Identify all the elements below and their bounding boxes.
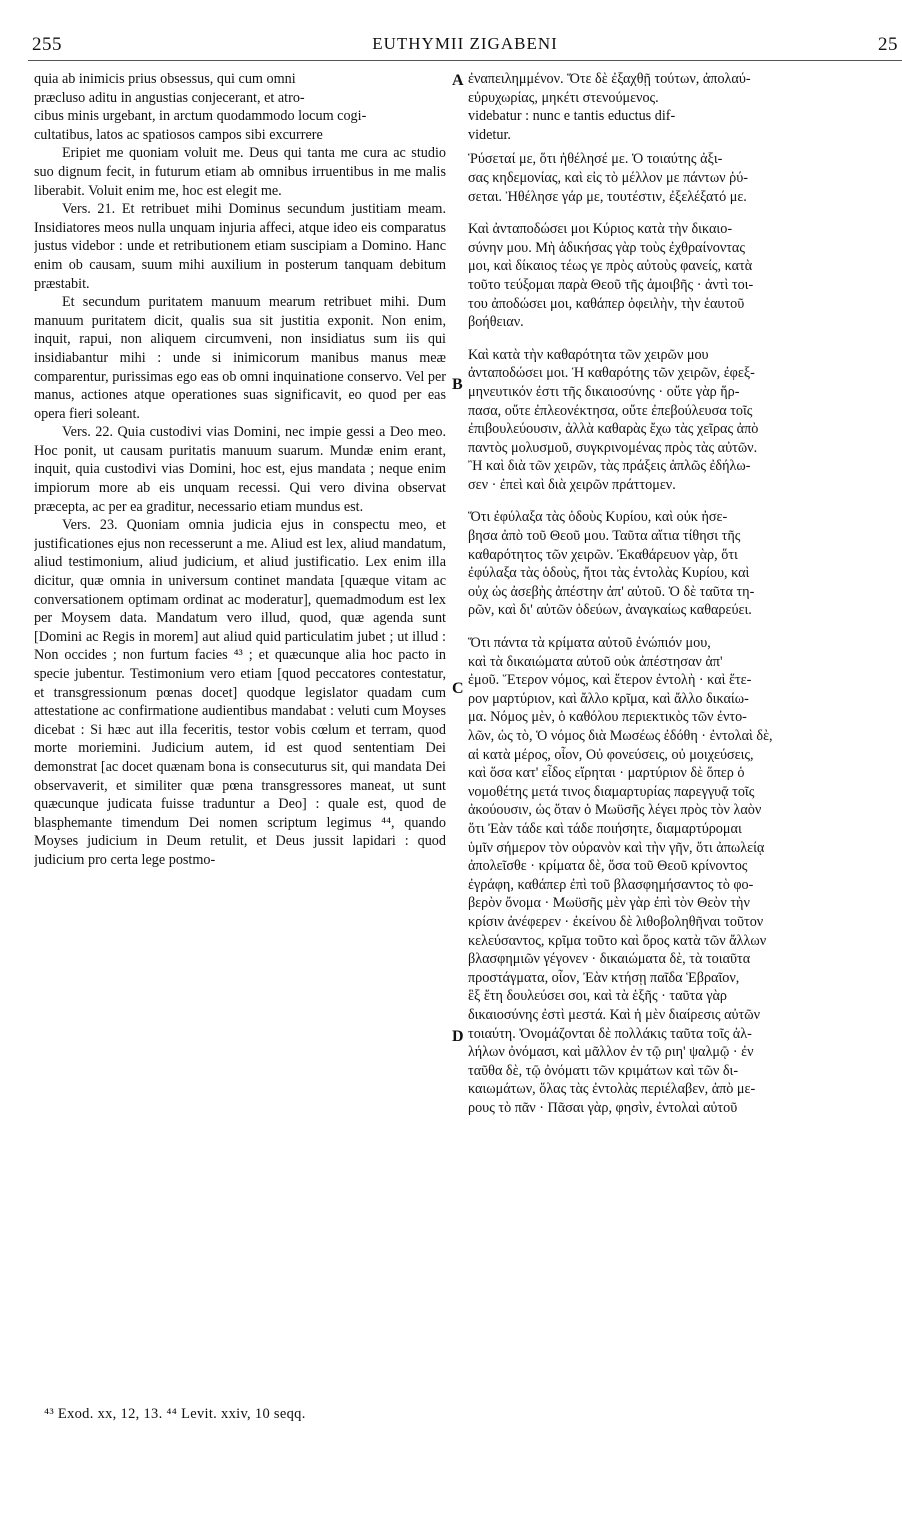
latin-paragraph: Eripiet me quoniam voluit me. Deus qui tanta me cura ac studio suo dignum fecit, in futurum etiam ab omnibus irruentibus in me malis liberabit. Voluit enim me, hoc est elegit me. <box>34 145 446 199</box>
greek-line: σύνην μου. Μὴ ἀδικήσας γὰρ τοὺς ἐχθραίνοντας <box>468 239 745 256</box>
running-header <box>32 34 898 60</box>
greek-line: ὅτι Ἐὰν τάδε καὶ τάδε ποιήσητε, διαμαρτύρομαι <box>468 820 742 837</box>
greek-line: σεται. Ἠθέλησε γάρ με, τουτέστιν, ἐξελέξατό με. <box>468 188 747 205</box>
section-marker-c: C <box>452 680 464 697</box>
greek-line: κελεύσαντος, κρῖμα τοῦτο καὶ ὅρος κατὰ τῶν ἄλλων <box>468 932 767 949</box>
greek-line: ἀπολεῖσθε · κρίματα δὲ, ὅσα τοῦ Θεοῦ κρίνοντος <box>468 858 748 875</box>
greek-line: αἱ κατὰ μέρος, οἷον, Οὐ φονεύσεις, οὐ μοιχεύσεις, <box>468 746 754 763</box>
greek-line: σας κηδεμονίας, καὶ εἰς τὸ μέλλον με πάντων ῥύ- <box>468 169 748 186</box>
greek-line: παντὸς μολυσμοῦ, συγκρινομένας πρὸς τὰς αὐτῶν. <box>468 439 758 456</box>
greek-line: ρῶν, καὶ δι' αὐτῶν ὁδεύων, ἀναγκαίως καθαρεύει. <box>468 602 752 619</box>
header-rule <box>28 60 902 61</box>
greek-line: καθαρότητος τῶν χειρῶν. Ἐκαθάρευον γὰρ, ὅτι <box>468 546 738 563</box>
greek-paragraph <box>468 150 902 206</box>
page-number-left: 255 <box>32 34 62 55</box>
section-marker-d: D <box>452 1028 464 1045</box>
greek-line: καιωμάτων, ὅλας τὰς ἐντολὰς περιέλαβεν, ἀπὸ με- <box>468 1081 756 1098</box>
greek-paragraph <box>468 508 902 620</box>
greek-body <box>468 144 902 1117</box>
latin-paragraph: Et secundum puritatem manuum mearum retribuet mihi. Dum manuum puritatem dicit, qualis sua sit justitia exponit. Non enim, inquit, rapui, non aliquem circumveni, non insidiatus sum iis qui insidiabantur mihi : unde si inimicorum manibus manus meæ comparentur, purissimas ego eas ob omni inquinatione conservo. Vel per manus, actiones atque operationes suas significavit, eo quod per eas opera fieri soleant. <box>34 294 446 422</box>
greek-line: πασα, οὔτε ἐπλεονέκτησα, οὔτε ἐπεβούλευσα τοῖς <box>468 402 753 419</box>
greek-line: λήλων ὀνόμασι, καὶ μᾶλλον ἐν τῷ ριη' ψαλμῷ · ἐν <box>468 1044 754 1061</box>
greek-line: κρίσιν ἀνέφερεν · ἐκείνου δὲ λιθοβοληθῆναι τοῦτον <box>468 913 764 930</box>
latin-line: quia ab inimicis prius obsessus, qui cum omni <box>34 71 296 87</box>
latin-paragraph: Vers. 21. Et retribuet mihi Dominus secundum justitiam meam. Insidiatores meos nulla unquam injuria affeci, atque ideo eis comparatus justus videbor : unde et retributionem etiam suscipiam a Domino. Hanc enim ob causam, suum mihi auxilium in posterum tanquam debitum præstabit. <box>34 201 446 292</box>
greek-line: βλασφημιῶν γέγονεν · δικαιώματα δὲ, τὰ τοιαῦτα <box>468 951 751 968</box>
greek-line: ἐμοῦ. Ἕτερον νόμος, καὶ ἕτερον ἐντολὴ · καὶ ἕτε- <box>468 672 752 689</box>
greek-line: λῶν, ὡς τὸ, Ὁ νόμος διὰ Μωσέως ἐδόθη · ἐντολαὶ δὲ, <box>468 728 773 744</box>
latin-line: cibus minis urgebant, in arctum quodammodo locum cogi- <box>34 108 367 125</box>
greek-line: ταῦθα δὲ, τῷ ὀνόματι τῶν κριμάτων καὶ τῶν δι- <box>468 1062 739 1079</box>
greek-line: Ὅτι πάντα τὰ κρίματα αὐτοῦ ἐνώπιόν μου, <box>468 635 711 652</box>
greek-paragraph <box>468 220 902 332</box>
section-marker-a: A <box>452 72 464 89</box>
greek-line: ρους τὸ πᾶν · Πᾶσαι γὰρ, φησὶν, ἐντολαὶ αὐτοῦ <box>468 1099 738 1116</box>
section-marker-b: B <box>452 376 463 393</box>
greek-line: σεν · ἐπεὶ καὶ διὰ χειρῶν πράττομεν. <box>468 476 676 493</box>
footnote: ⁴³ Exod. xx, 12, 13. ⁴⁴ Levit. xxiv, 10 seqq. <box>44 1406 306 1422</box>
greek-line: videbatur : nunc e tantis eductus dif- <box>468 108 676 125</box>
greek-line: εὐρυχωρίας, μηκέτι στενούμενος. <box>468 89 659 106</box>
greek-line: ὑμῖν σήμερον τὸν οὐρανὸν καὶ τὴν γῆν, ὅτι ἀπωλείᾳ <box>468 839 765 856</box>
greek-paragraph <box>468 634 902 1117</box>
greek-line: μηνευτικόν ἐστι τῆς δικαιοσύνης · οὔτε γὰρ ἥρ- <box>468 383 740 400</box>
greek-line: ρον μαρτύριον, καὶ ἄλλο κρῖμα, καὶ ἄλλο δικαίω- <box>468 690 749 707</box>
greek-line: νομοθέτης μετά τινος διαμαρτυρίας παρεγγυᾷ τοῖς <box>468 783 755 800</box>
greek-line: Καὶ ἀνταποδώσει μοι Κύριος κατὰ τὴν δικαιο- <box>468 221 733 238</box>
greek-line: ἀκούουσιν, ὡς ὅταν ὁ Μωϋσῆς λέγει πρὸς τὸν λαὸν <box>468 802 762 819</box>
greek-line: Ἢ καὶ διὰ τῶν χειρῶν, τὰς πράξεις ἁπλῶς ἐδήλω- <box>468 458 751 475</box>
greek-line: δικαιοσύνης ἐστὶ μεστά. Καὶ ἡ μὲν διαίρεσις αὐτῶν <box>468 1006 760 1023</box>
greek-line: βερὸν ὄνομα · Μωϋσῆς μὲν γὰρ ἐπὶ τὸν Θεὸν τὴν <box>468 895 750 912</box>
greek-line: οὐχ ὡς ἀσεβὴς ἀπέστην ἀπ' αὐτοῦ. Ὁ δὲ ταῦτα τη- <box>468 583 755 600</box>
greek-line: καὶ ὅσα κατ' εἶδος εἴρηται · μαρτύριον δὲ ὅπερ ὁ <box>468 765 745 782</box>
greek-line: Ῥύσεταί με, ὅτι ἠθέλησέ με. Ὁ τοιαύτης ἀξι- <box>468 151 723 168</box>
greek-line: ἓξ ἔτη δουλεύσει σοι, καὶ τὰ ἑξῆς · ταῦτα γὰρ <box>468 988 728 1005</box>
latin-column <box>34 70 446 870</box>
greek-line: Καὶ κατὰ τὴν καθαρότητα τῶν χειρῶν μου <box>468 346 709 363</box>
latin-paragraph: Vers. 22. Quia custodivi vias Domini, nec impie gessi a Deo meo. Hoc ponit, ut causam puritatis manuum suarum. Mundæ enim erant, inquit, quia custodivi vias Domini, hoc est, ejus mandata ; neque enim impiorum more ab eis unquam recessi. Qui vero divina observat præcepta, ac per ea graditur, necessario etiam mundus est. <box>34 424 446 515</box>
greek-paragraph <box>468 346 902 495</box>
greek-line: βοήθειαν. <box>468 314 524 331</box>
running-title: EUTHYMII ZIGABENI <box>372 34 558 53</box>
greek-line: videtur. <box>468 126 511 143</box>
greek-line: μα. Νόμος μὲν, ὁ καθόλου περιεκτικὸς τῶν ἐντο- <box>468 709 747 726</box>
greek-line: του ἀποδώσει μοι, καθάπερ ὀφειλὴν, τὴν ἑαυτοῦ <box>468 295 745 312</box>
greek-line: ἐναπειλημμένον. Ὅτε δὲ ἐξαχθῇ τούτων, ἀπολαύ- <box>468 71 751 87</box>
greek-line: προστάγματα, οἷον, Ἐὰν κτήσῃ παῖδα Ἑβραῖον, <box>468 969 740 986</box>
greek-line: ἐγράφη, καθάπερ ἐπὶ τοῦ βλασφημήσαντος τὸ φο- <box>468 876 754 893</box>
latin-paragraph: Vers. 23. Quoniam omnia judicia ejus in conspectu meo, et justificationes ejus non recesserunt a me. Aliud est lex, aliud mandatum, aliud testimonium, aliud judicium, et aliud justificatio. Lex enim illa dicitur, quæ omnia in universum continet mandata [quæque vitam ac conversationem optimam ordinat ac moderatur], quemadmodum est lex per Moysem data. Mandatum vero illud, quod, quæ agenda sunt [Domini ac Regis in morem] aut aliud quid particulatim jubet ; ut illud : Non occides ; non furtum facies ⁴³ ; et quæcunque alia hoc pacto in specie jubentur. Testimonium vero etiam [quod peccatores contestatur, et transgressionum pœnas docet] quodque legislator quadam cum attestatione ac confirmatione audientibus mandabat : veluti cum Moyses dicebat : Si hæc aut illa feceritis, testor vobis cœlum et terram, quod morte moriemini. Judicium autem, id est quod sententiam Dei demonstrat [ac docet quænam bona is consecuturus sit, qui mandata Dei observaverit, et similiter quæ pœna transgressores maneat, ut sunt quæcunque judicata fuisse traduntur a Deo] : quale est, quod de blasphemante timendum Dei nomen scriptum legimus ⁴⁴, quando Moyses judicium in Deum retulit, et Deus jussit lapidari : quod judicium pro certa lege postmo- <box>34 517 446 868</box>
latin-line: cultatibus, latos ac spatiosos campos sibi excurrere <box>34 126 323 143</box>
greek-column <box>468 70 902 1117</box>
greek-line: τοιαύτη. Ὀνομάζονται δὲ πολλάκις ταῦτα τοῖς ἀλ- <box>468 1025 752 1042</box>
greek-line: ἐπιβουλεύουσιν, ἀλλὰ καθαρὰς ἔχω τὰς χεῖρας ἀπὸ <box>468 421 759 438</box>
page-number-right: 25 <box>878 34 898 55</box>
greek-line: καὶ τὰ δικαιώματα αὐτοῦ οὐκ ἀπέστησαν ἀπ' <box>468 653 723 670</box>
greek-line: μοι, καὶ δίκαιος τέως γε πρὸς αὐτοὺς φανείς, κατὰ <box>468 258 753 275</box>
greek-line: ἐφύλαξα τὰς ὁδοὺς, ἤτοι τὰς ἐντολὰς Κυρίου, καὶ <box>468 565 750 582</box>
greek-line: τοῦτο τεύξομαι παρὰ Θεοῦ τῆς ἀμοιβῆς · ἀντὶ τοι- <box>468 276 754 293</box>
latin-line: præcluso aditu in angustias conjecerant, et atro- <box>34 89 305 106</box>
greek-line: Ὅτι ἐφύλαξα τὰς ὁδοὺς Κυρίου, καὶ οὐκ ἠσε- <box>468 509 728 526</box>
greek-line: βησα ἀπὸ τοῦ Θεοῦ μου. Ταῦτα αἴτια τίθησι τῆς <box>468 528 741 545</box>
greek-line: ἀνταποδώσει μοι. Ἡ καθαρότης τῶν χειρῶν, ἐφεξ- <box>468 365 755 382</box>
